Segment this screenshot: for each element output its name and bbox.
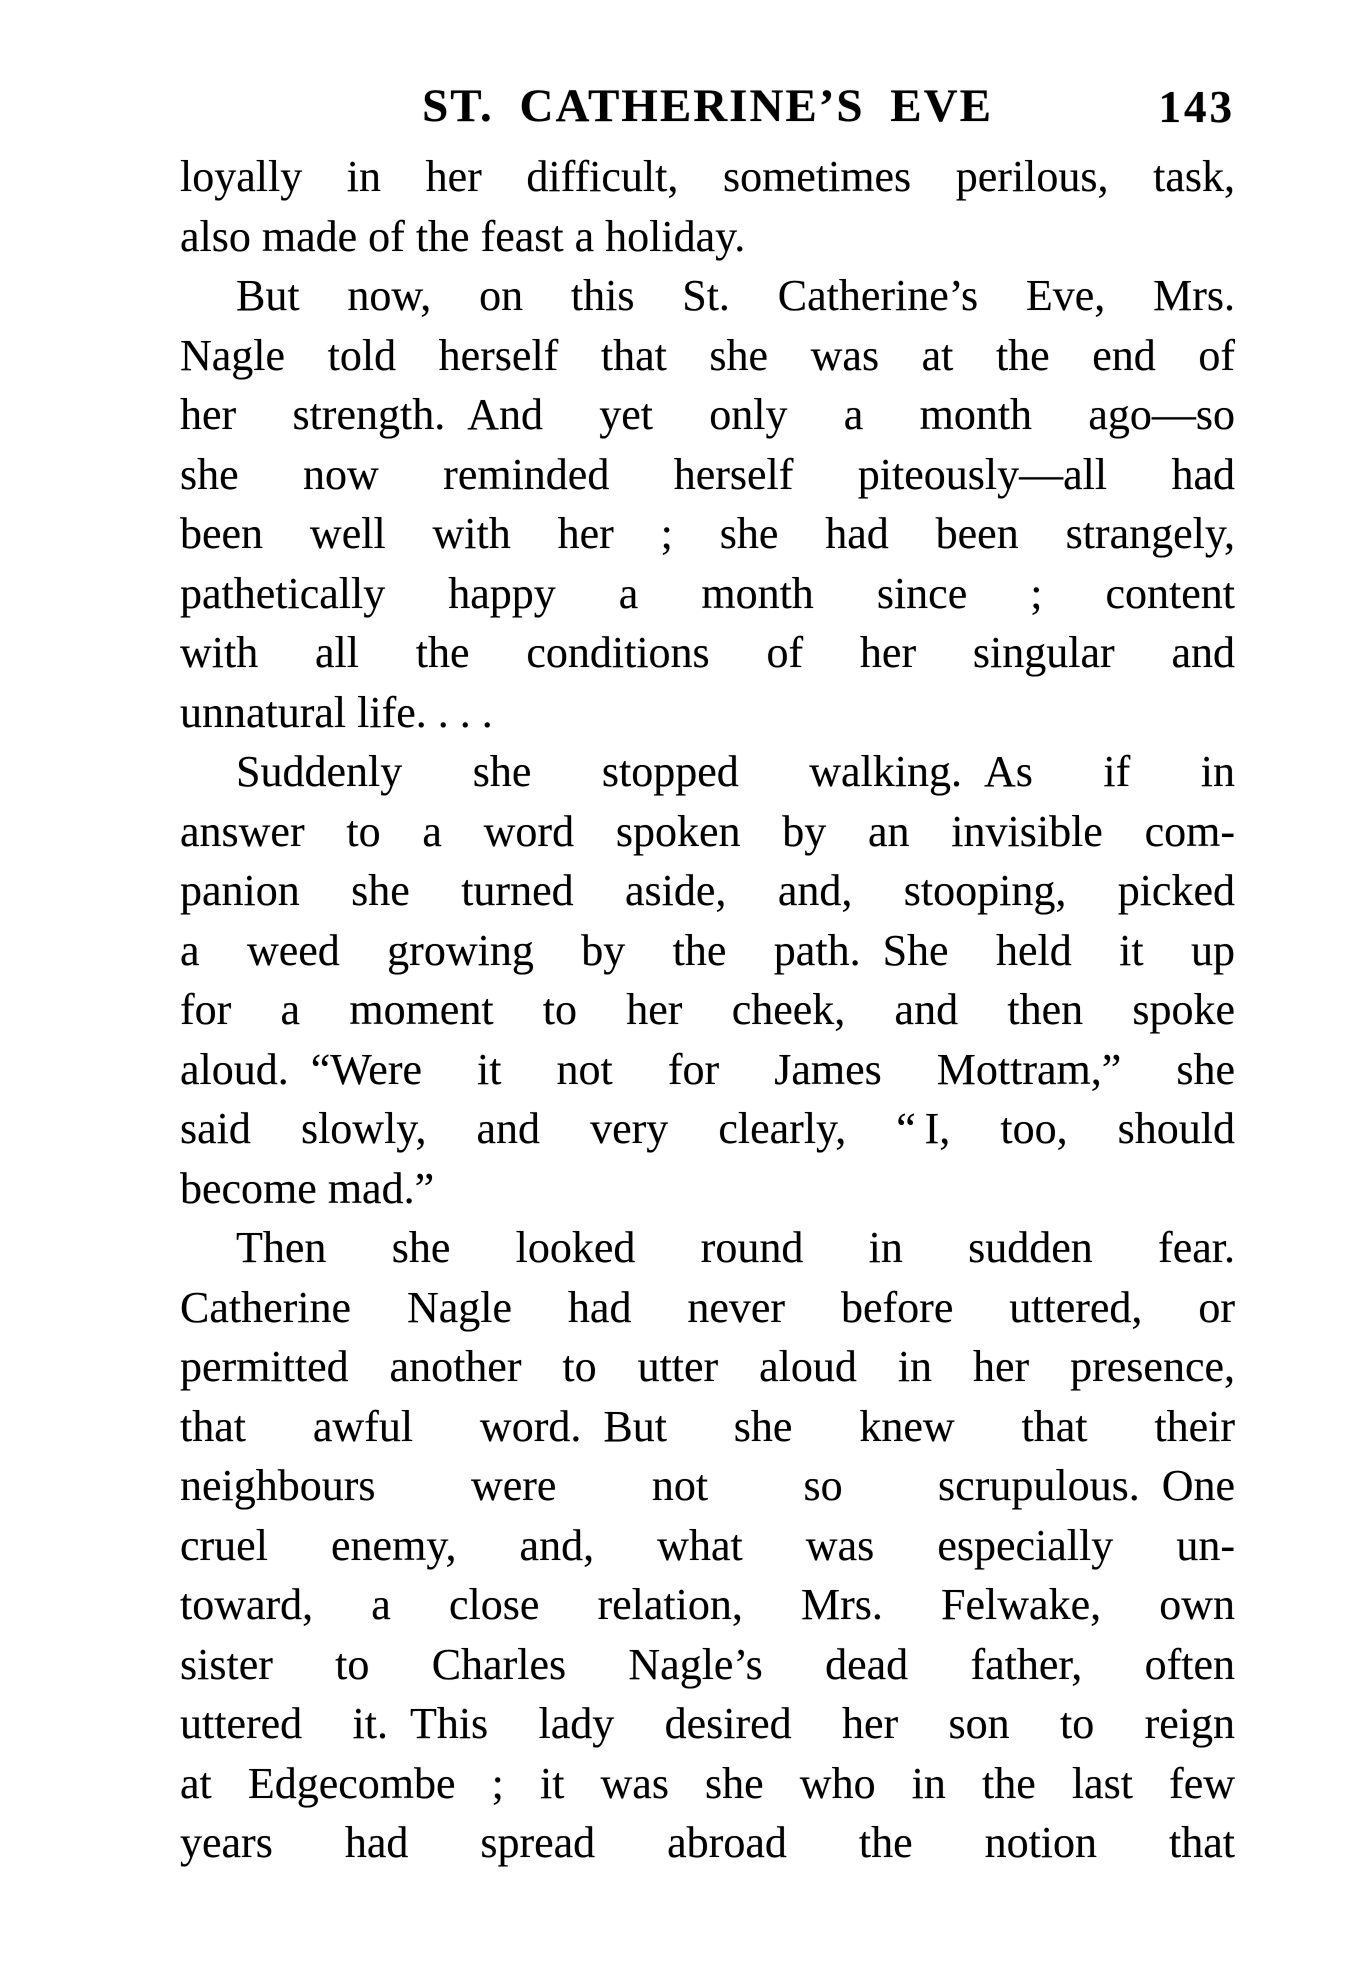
text-line: her strength. And yet only a month ago—so <box>180 390 1235 439</box>
text-line: loyally in her difficult, sometimes perilous, task, <box>180 152 1235 201</box>
page-number: 143 <box>1158 82 1235 132</box>
text-line: permitted another to utter aloud in her presence, <box>180 1342 1235 1391</box>
text-line: pathetically happy a month since ; content <box>180 568 1235 618</box>
text-line: been well with her ; she had been strangely, <box>180 509 1235 558</box>
text-line: at Edgecombe ; it was she who in the last few <box>180 1758 1235 1808</box>
text-line: also made of the feast a holiday. <box>180 211 746 261</box>
text-line: answer to a word spoken by an invisible com- <box>180 806 1235 856</box>
text-line: Catherine Nagle had never before uttered, or <box>180 1282 1235 1332</box>
text-line: she now reminded herself piteously—all had <box>180 449 1235 499</box>
text-line: cruel enemy, and, what was especially un- <box>180 1520 1235 1570</box>
text-line: become mad.” <box>180 1163 435 1213</box>
text-line: that awful word. But she knew that their <box>180 1401 1235 1451</box>
text-line: Suddenly she stopped walking. As if in <box>236 747 1235 796</box>
text-block <box>180 147 1235 1873</box>
text-line: unnatural life. . . . <box>180 687 493 737</box>
text-line: Nagle told herself that she was at the end of <box>180 330 1235 380</box>
running-header <box>180 82 1235 134</box>
text-line: sister to Charles Nagle’s dead father, often <box>180 1639 1235 1689</box>
text-line: neighbours were not so scrupulous. One <box>180 1461 1235 1510</box>
text-line: a weed growing by the path. She held it up <box>180 925 1235 975</box>
text-line: uttered it. This lady desired her son to reign <box>180 1699 1235 1748</box>
text-line: years had spread abroad the notion that <box>180 1818 1235 1867</box>
text-line: Then she looked round in sudden fear. <box>236 1223 1235 1272</box>
text-line: said slowly, and very clearly, “ I, too, should <box>180 1104 1235 1153</box>
text-line: with all the conditions of her singular and <box>180 628 1235 677</box>
text-line: panion she turned aside, and, stooping, picked <box>180 866 1235 915</box>
running-title: ST. CATHERINE’S EVE <box>422 80 993 132</box>
text-line: aloud. “Were it not for James Mottram,” she <box>180 1044 1235 1094</box>
text-line: But now, on this St. Catherine’s Eve, Mrs. <box>236 271 1235 320</box>
text-line: toward, a close relation, Mrs. Felwake, own <box>180 1580 1235 1629</box>
text-line: for a moment to her cheek, and then spoke <box>180 985 1235 1034</box>
